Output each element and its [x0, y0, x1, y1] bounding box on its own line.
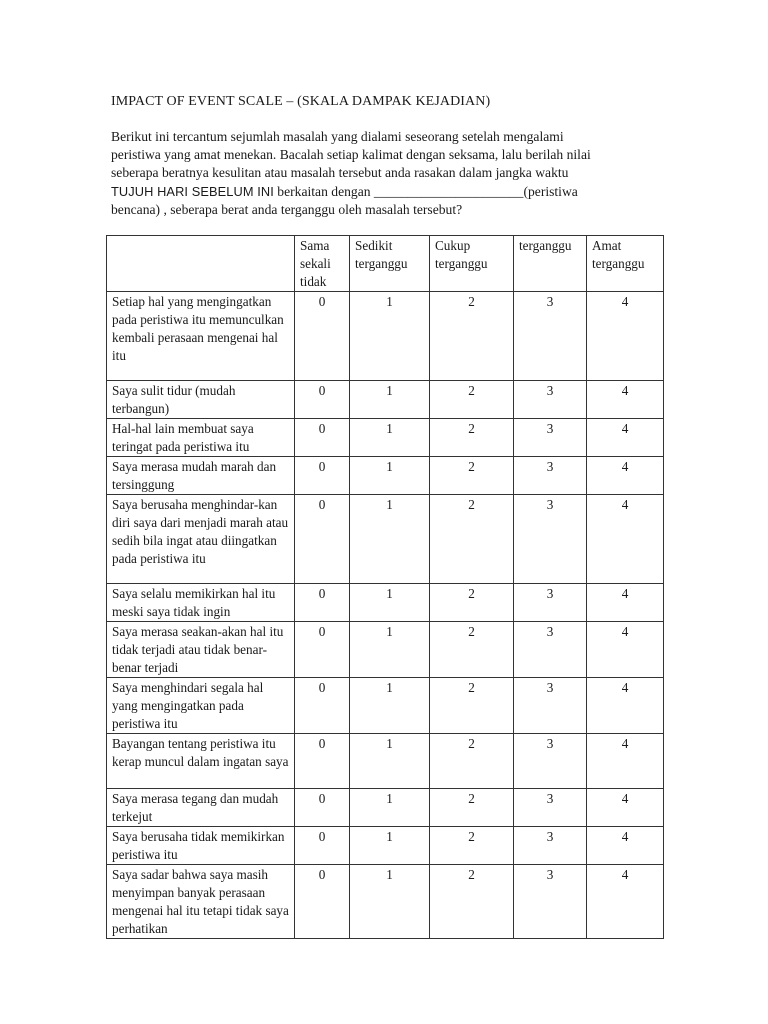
score-cell: 1	[350, 584, 430, 622]
item-statement: Saya berusaha tidak memikirkan peristiwa itu	[107, 827, 295, 865]
score-cell: 1	[350, 865, 430, 939]
score-cell: 4	[587, 827, 664, 865]
table-row	[107, 381, 664, 419]
score-cell: 2	[430, 734, 514, 789]
score-cell: 3	[514, 865, 587, 939]
score-cell: 2	[430, 457, 514, 495]
score-cell: 4	[587, 789, 664, 827]
header-cukup-terganggu: Cukup terganggu	[430, 236, 514, 292]
score-cell: 2	[430, 292, 514, 381]
score-cell: 1	[350, 457, 430, 495]
intro-line: seberapa beratnya kesulitan atau masalah tersebut anda rasakan dalam jangka waktu	[111, 165, 569, 181]
score-cell: 1	[350, 495, 430, 584]
table-row	[107, 457, 664, 495]
score-cell: 2	[430, 495, 514, 584]
score-cell: 3	[514, 292, 587, 381]
score-cell: 4	[587, 865, 664, 939]
score-cell: 3	[514, 789, 587, 827]
intro-line: Berikut ini tercantum sejumlah masalah yang dialami seseorang setelah mengalami	[111, 129, 564, 144]
score-cell: 0	[295, 789, 350, 827]
item-statement: Hal-hal lain membuat saya teringat pada peristiwa itu	[107, 419, 295, 457]
table-body	[107, 292, 664, 939]
item-statement: Saya merasa tegang dan mudah terkejut	[107, 789, 295, 827]
score-cell: 1	[350, 678, 430, 734]
table-row	[107, 789, 664, 827]
score-cell: 2	[430, 827, 514, 865]
score-cell: 4	[587, 419, 664, 457]
item-statement: Saya sadar bahwa saya masih menyimpan banyak perasaan mengenai hal itu tetapi tidak saya perhatikan	[107, 865, 295, 939]
score-cell: 0	[295, 292, 350, 381]
header-item-cell	[107, 236, 295, 292]
item-statement: Bayangan tentang peristiwa itu kerap muncul dalam ingatan saya	[107, 734, 295, 789]
item-statement: Saya menghindari segala hal yang mengingatkan pada peristiwa itu	[107, 678, 295, 734]
item-statement: Saya merasa mudah marah dan tersinggung	[107, 457, 295, 495]
score-cell: 3	[514, 381, 587, 419]
table-row	[107, 584, 664, 622]
score-cell: 1	[350, 381, 430, 419]
header-amat-terganggu: Amat terganggu	[587, 236, 664, 292]
intro-emphasis: TUJUH HARI SEBELUM INI	[111, 183, 274, 199]
score-cell: 1	[350, 789, 430, 827]
item-statement: Saya selalu memikirkan hal itu meski saya tidak ingin	[107, 584, 295, 622]
score-cell: 0	[295, 495, 350, 584]
table-row	[107, 292, 664, 381]
score-cell: 4	[587, 584, 664, 622]
score-cell: 4	[587, 734, 664, 789]
table-row	[107, 622, 664, 678]
document-title: IMPACT OF EVENT SCALE – (SKALA DAMPAK KEJADIAN)	[111, 94, 491, 109]
score-cell: 4	[587, 381, 664, 419]
score-cell: 3	[514, 584, 587, 622]
item-statement: Saya sulit tidur (mudah terbangun)	[107, 381, 295, 419]
intro-line	[111, 183, 651, 201]
table-row	[107, 495, 664, 584]
score-cell: 0	[295, 584, 350, 622]
header-sedikit-terganggu: Sedikit terganggu	[350, 236, 430, 292]
score-cell: 3	[514, 734, 587, 789]
score-cell: 2	[430, 678, 514, 734]
score-cell: 1	[350, 827, 430, 865]
score-cell: 2	[430, 381, 514, 419]
score-cell: 4	[587, 622, 664, 678]
item-statement: Setiap hal yang mengingatkan pada peristiwa itu memunculkan kembali perasaan mengenai hal itu	[107, 292, 295, 381]
table-row	[107, 419, 664, 457]
header-sama-sekali-tidak: Sama sekali tidak	[295, 236, 350, 292]
score-cell: 4	[587, 678, 664, 734]
score-cell: 4	[587, 495, 664, 584]
score-cell: 3	[514, 419, 587, 457]
score-cell: 0	[295, 419, 350, 457]
score-cell: 3	[514, 678, 587, 734]
score-cell: 3	[514, 457, 587, 495]
score-cell: 0	[295, 827, 350, 865]
score-cell: 2	[430, 419, 514, 457]
score-cell: 3	[514, 827, 587, 865]
table-row	[107, 734, 664, 789]
item-statement: Saya berusaha menghindar-kan diri saya dari menjadi marah atau sedih bila ingat atau diingatkan pada peristiwa itu	[107, 495, 295, 584]
table-header-row	[107, 236, 664, 292]
item-statement: Saya merasa seakan-akan hal itu tidak terjadi atau tidak benar-benar terjadi	[107, 622, 295, 678]
rating-table	[106, 235, 664, 939]
table-row	[107, 678, 664, 734]
score-cell: 0	[295, 457, 350, 495]
score-cell: 1	[350, 419, 430, 457]
score-cell: 0	[295, 734, 350, 789]
table-row	[107, 865, 664, 939]
score-cell: 0	[295, 678, 350, 734]
table-row	[107, 827, 664, 865]
score-cell: 2	[430, 584, 514, 622]
score-cell: 1	[350, 734, 430, 789]
score-cell: 0	[295, 622, 350, 678]
score-cell: 2	[430, 622, 514, 678]
score-cell: 1	[350, 622, 430, 678]
intro-line-rest: berkaitan dengan ______________________(peristiwa	[273, 183, 578, 199]
score-cell: 2	[430, 789, 514, 827]
intro-line: peristiwa yang amat menekan. Bacalah setiap kalimat dengan seksama, lalu berilah nilai	[111, 147, 591, 163]
score-cell: 0	[295, 865, 350, 939]
intro-paragraph	[111, 128, 651, 219]
score-cell: 4	[587, 457, 664, 495]
score-cell: 0	[295, 381, 350, 419]
score-cell: 4	[587, 292, 664, 381]
header-terganggu: terganggu	[514, 236, 587, 292]
score-cell: 2	[430, 865, 514, 939]
intro-line: bencana) , seberapa berat anda terganggu oleh masalah tersebut?	[111, 201, 463, 217]
score-cell: 1	[350, 292, 430, 381]
score-cell: 3	[514, 622, 587, 678]
score-cell: 3	[514, 495, 587, 584]
